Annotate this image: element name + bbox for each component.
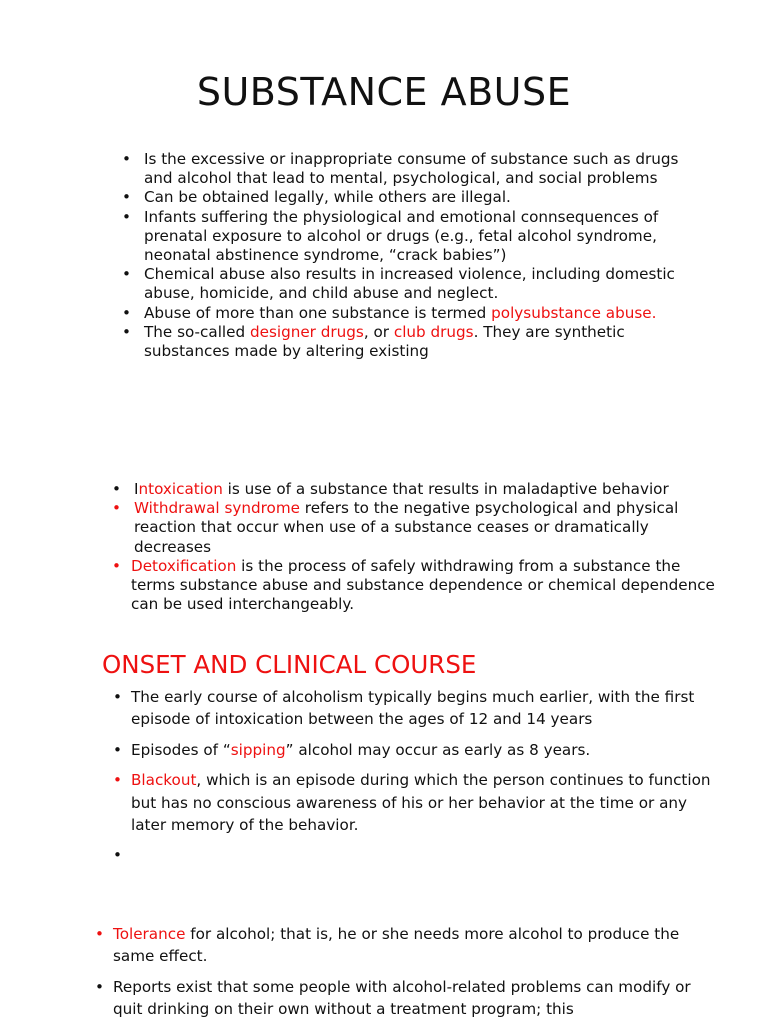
bullet-icon: • <box>113 688 122 706</box>
onset-bullet-list <box>113 686 711 875</box>
list-item-text: Abuse of more than one substance is termed <box>144 303 492 322</box>
list-item-text: , which is an episode during which the person continues to function but has no conscious awareness of his or her behavior at the time or any later memory of the behavior. <box>131 771 711 835</box>
highlighted-term: Blackout <box>131 771 197 790</box>
highlighted-term: Tolerance <box>113 925 186 943</box>
list-item <box>122 207 684 266</box>
list-item-text: ” alcohol may occur as early as 8 years. <box>285 740 591 759</box>
list-item-text: The so-called <box>144 322 250 341</box>
empty-list-item <box>113 844 711 866</box>
highlighted-term: sipping <box>230 740 286 759</box>
highlighted-term: Withdrawal syndrome <box>134 499 300 518</box>
list-item-text: I <box>134 480 139 498</box>
list-item-text: Infants suffering the physiological and emotional connsequences of prenatal exposure to alcohol or drugs (e.g., fetal alcohol syndrome, neonatal abstinence syndrome, “crack babies”) <box>144 207 659 265</box>
bullet-icon: • <box>113 740 122 759</box>
bullet-icon: • <box>113 771 122 790</box>
bullet-icon: • <box>122 303 131 322</box>
bullet-icon: • <box>122 265 131 284</box>
bullet-icon: • <box>122 188 131 207</box>
bullet-icon: • <box>95 925 104 943</box>
highlighted-term: designer drugs <box>249 322 364 341</box>
list-item-text: , or <box>363 322 394 341</box>
page-title: SUBSTANCE ABUSE <box>196 70 572 114</box>
bullet-icon: • <box>112 499 121 518</box>
list-item-text: Reports exist that some people with alcohol-related problems can modify or quit drinking on their own without a treatment program; this <box>113 977 691 1019</box>
list-item-text: Chemical abuse also results in increased violence, including domestic abuse, homicide, and child abuse and neglect. <box>144 265 675 303</box>
bullet-icon: • <box>113 846 122 865</box>
list-item <box>95 976 713 1021</box>
list-item <box>113 769 711 836</box>
highlighted-term: ntoxication <box>138 480 223 498</box>
definition-bullet-list <box>122 150 684 361</box>
bullet-icon: • <box>122 207 131 226</box>
list-item-text: is use of a substance that results in maladaptive behavior <box>222 480 669 498</box>
bullet-icon: • <box>112 480 121 498</box>
list-item-text: . They are synthetic substances made by altering existing <box>144 322 625 361</box>
bullet-icon: • <box>95 977 104 996</box>
highlighted-term: polysubstance abuse. <box>491 303 657 322</box>
list-item-text: refers to the negative psychological and physical reaction that occur when use of a substance ceases or dramatically decreases <box>134 499 679 556</box>
highlighted-term: club drugs <box>393 322 474 341</box>
list-item <box>113 739 711 761</box>
list-item-text: Can be obtained legally, while others are illegal. <box>144 188 511 207</box>
list-item <box>112 556 724 615</box>
bullet-icon: • <box>122 322 131 341</box>
list-item <box>122 265 684 303</box>
tolerance-bullet-list <box>95 923 713 1029</box>
list-item <box>122 150 684 188</box>
list-item-text: Episodes of “ <box>131 740 231 759</box>
list-item-text: The early course of alcoholism typically begins much earlier, with the first episode of intoxication between the ages of 12 and 14 years <box>131 688 695 729</box>
list-item <box>113 686 711 731</box>
list-item-text: is the process of safely withdrawing from a substance the terms substance abuse and substance dependence or chemical dependence can be used interchangeably. <box>131 556 715 614</box>
list-item <box>122 188 684 207</box>
list-item <box>112 480 724 499</box>
list-item <box>122 303 684 323</box>
list-item <box>122 322 684 361</box>
highlighted-term: Detoxification <box>131 556 237 575</box>
bullet-icon: • <box>122 150 131 168</box>
list-item <box>112 499 724 557</box>
bullet-icon: • <box>112 556 121 575</box>
terms-bullet-list <box>112 480 724 614</box>
section-heading: ONSET AND CLINICAL COURSE <box>102 650 477 679</box>
list-item-text: for alcohol; that is, he or she needs more alcohol to produce the same effect. <box>113 925 680 966</box>
list-item-text: Is the excessive or inappropriate consume of substance such as drugs and alcohol that lead to mental, psychological, and social problems <box>144 150 679 188</box>
list-item <box>95 923 713 968</box>
